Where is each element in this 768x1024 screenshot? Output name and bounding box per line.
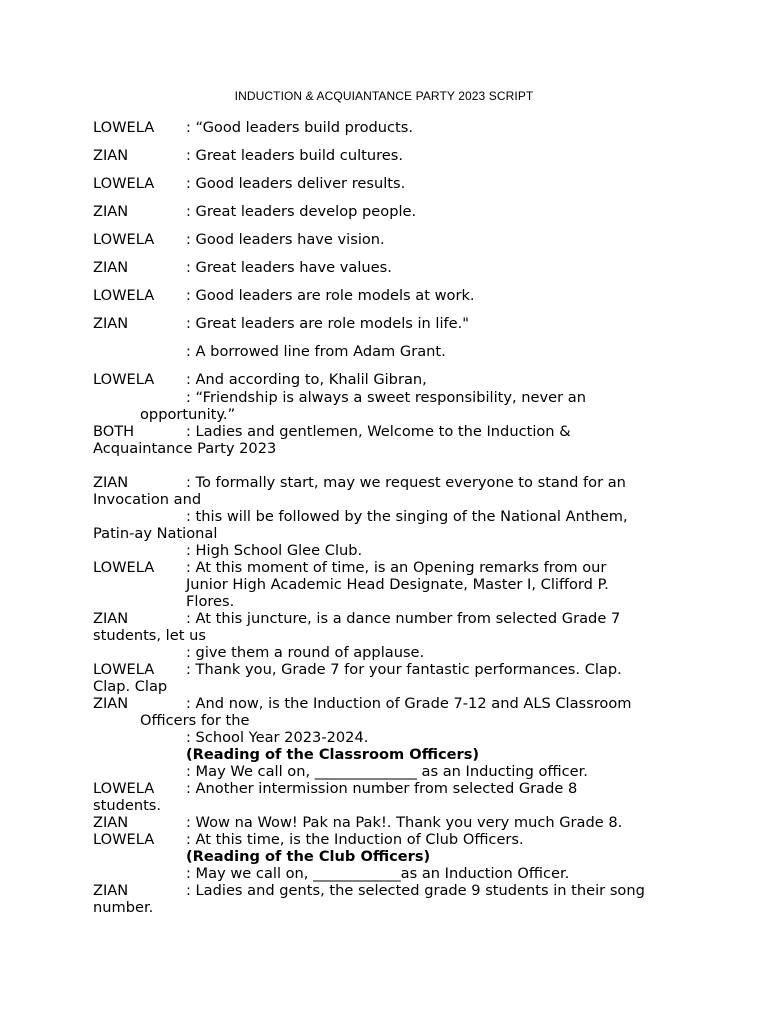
line-text: : And according to, Khalil Gibran, <box>186 371 427 388</box>
speaker: LOWELA <box>93 175 155 192</box>
speaker: LOWELA <box>93 119 155 136</box>
speaker: BOTH <box>93 423 135 440</box>
line-text: : Great leaders are role models in life." <box>186 315 470 332</box>
line-text: number. <box>93 899 154 916</box>
line-text: : Great leaders have values. <box>186 259 392 276</box>
speaker: LOWELA <box>93 831 155 848</box>
line-text: : Good leaders deliver results. <box>186 175 406 192</box>
speaker: ZIAN <box>93 610 129 627</box>
speaker: ZIAN <box>93 474 129 491</box>
line-text: : At this juncture, is a dance number from selected Grade 7 <box>186 610 621 627</box>
line-text: : “Good leaders build products. <box>186 119 414 136</box>
line-text: : Ladies and gentlemen, Welcome to the Induction & <box>186 423 571 440</box>
line-text: : Great leaders develop people. <box>186 203 417 220</box>
line-text: Junior High Academic Head Designate, Master I, Clifford P. <box>186 576 609 593</box>
line-text: Acquaintance Party 2023 <box>93 440 277 457</box>
line-text: : School Year 2023-2024. <box>186 729 369 746</box>
line-text: : “Friendship is always a sweet responsibility, never an <box>186 389 586 406</box>
line-text: Flores. <box>186 593 235 610</box>
line-text: : To formally start, may we request everyone to stand for an <box>186 474 626 491</box>
document-title: INDUCTION & ACQUIANTANCE PARTY 2023 SCRIPT <box>234 89 534 103</box>
line-text: : May We call on, ______________ as an Inducting officer. <box>186 763 588 780</box>
speaker: LOWELA <box>93 559 155 576</box>
speaker: ZIAN <box>93 882 129 899</box>
speaker: LOWELA <box>93 287 155 304</box>
line-text: : May we call on, ____________as an Induction Officer. <box>186 865 570 882</box>
speaker: ZIAN <box>93 203 129 220</box>
line-text: : Good leaders are role models at work. <box>186 287 475 304</box>
line-text: : Wow na Wow! Pak na Pak!. Thank you very much Grade 8. <box>186 814 623 831</box>
speaker: LOWELA <box>93 371 155 388</box>
line-text: : A borrowed line from Adam Grant. <box>186 343 446 360</box>
stage-direction: (Reading of the Classroom Officers) <box>186 746 480 763</box>
speaker: LOWELA <box>93 661 155 678</box>
speaker: ZIAN <box>93 147 129 164</box>
line-text: Officers for the <box>140 712 250 729</box>
line-text: Clap. Clap <box>93 678 168 695</box>
line-text: : this will be followed by the singing of the National Anthem, <box>186 508 628 525</box>
line-text: : And now, is the Induction of Grade 7-12 and ALS Classroom <box>186 695 632 712</box>
line-text: opportunity.” <box>140 406 236 423</box>
line-text: : At this moment of time, is an Opening remarks from our <box>186 559 607 576</box>
line-text: : Ladies and gents, the selected grade 9 students in their song <box>186 882 645 899</box>
line-text: : Great leaders build cultures. <box>186 147 404 164</box>
line-text: : Another intermission number from selected Grade 8 <box>186 780 578 797</box>
line-text: : Thank you, Grade 7 for your fantastic performances. Clap. <box>186 661 622 678</box>
speaker: ZIAN <box>93 695 129 712</box>
line-text: : High School Glee Club. <box>186 542 363 559</box>
speaker: ZIAN <box>93 259 129 276</box>
speaker: LOWELA <box>93 780 155 797</box>
line-text: : give them a round of applause. <box>186 644 425 661</box>
line-text: : Good leaders have vision. <box>186 231 385 248</box>
stage-direction: (Reading of the Club Officers) <box>186 848 431 865</box>
speaker: LOWELA <box>93 231 155 248</box>
line-text: students, let us <box>93 627 206 644</box>
line-text: Patin-ay National <box>93 525 218 542</box>
line-text: students. <box>93 797 162 814</box>
speaker: ZIAN <box>93 814 129 831</box>
line-text: : At this time, is the Induction of Club Officers. <box>186 831 524 848</box>
speaker: ZIAN <box>93 315 129 332</box>
line-text: Invocation and <box>93 491 202 508</box>
